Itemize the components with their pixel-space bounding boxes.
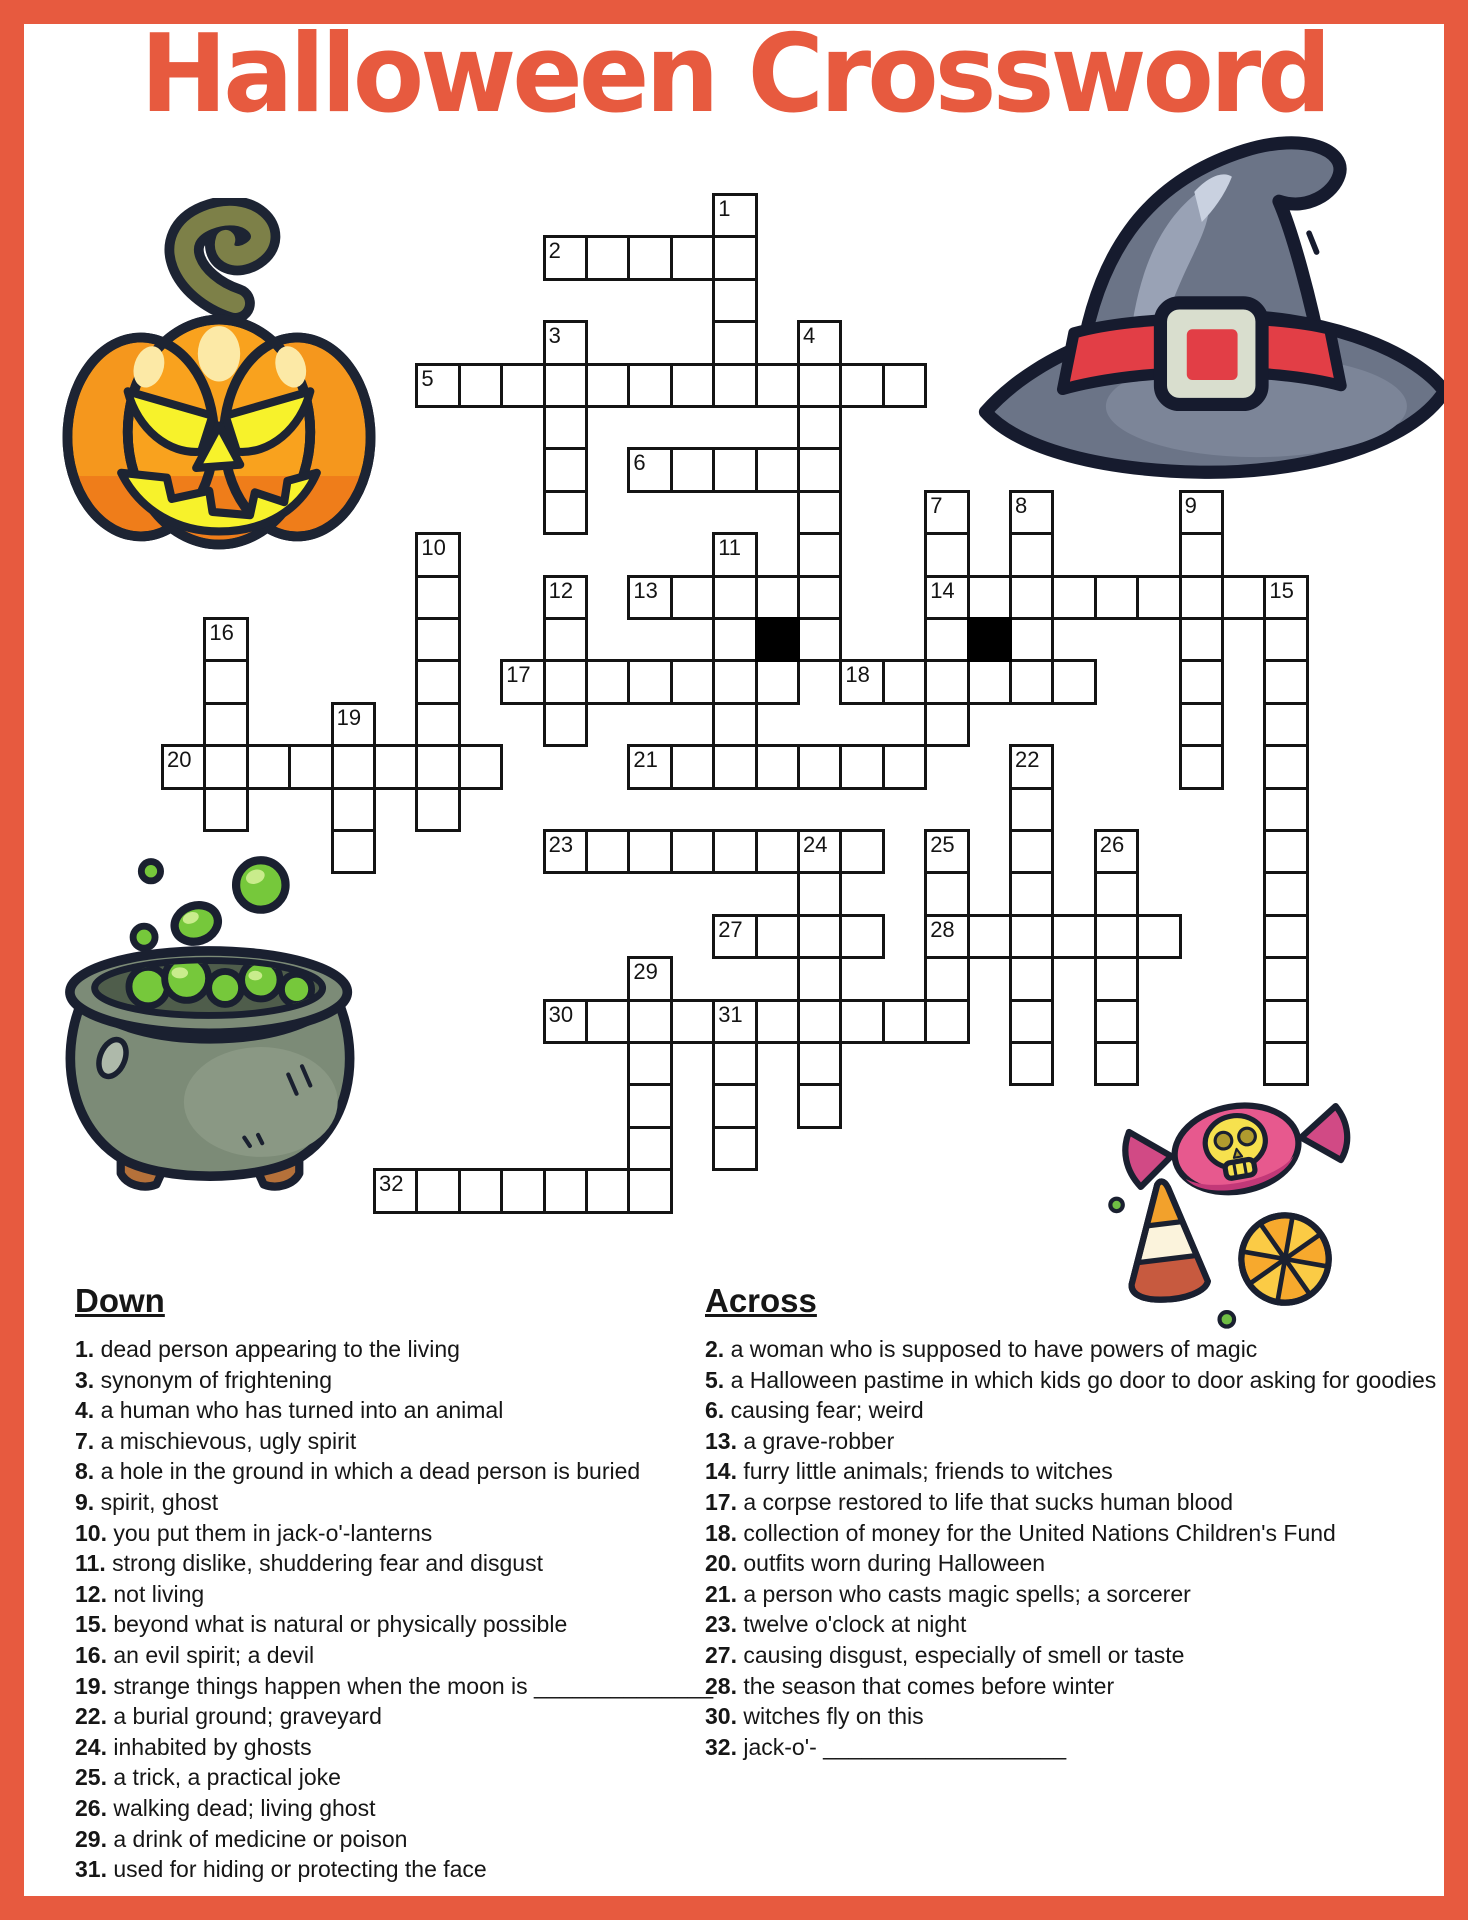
grid-cell[interactable]	[797, 532, 842, 577]
cell-number: 15	[1269, 577, 1294, 603]
cell-number: 18	[845, 662, 870, 688]
cell-number: 2	[548, 238, 561, 264]
clue-item: 29. a drink of medicine or poison	[75, 1825, 408, 1852]
clue-item: 17. a corpse restored to life that sucks human blood	[705, 1488, 1234, 1515]
clue-item: 22. a burial ground; graveyard	[75, 1703, 382, 1730]
grid-cell[interactable]	[458, 744, 503, 789]
grid-cell[interactable]	[797, 744, 842, 789]
grid-cell[interactable]	[882, 999, 927, 1044]
grid-cell[interactable]	[755, 659, 800, 704]
grid-cell[interactable]	[585, 999, 630, 1044]
grid-cell[interactable]	[543, 235, 588, 280]
clue-item: 12. not living	[75, 1580, 205, 1607]
clue-item: 32. jack-o'- ___________________	[705, 1733, 1067, 1760]
cell-number: 29	[633, 959, 658, 985]
grid-cell[interactable]	[712, 320, 757, 365]
grid-cell[interactable]	[712, 1083, 757, 1128]
grid-cell[interactable]	[924, 490, 969, 535]
grid-cell[interactable]	[1051, 659, 1096, 704]
grid-cell[interactable]	[543, 702, 588, 747]
grid-cell[interactable]	[882, 744, 927, 789]
grid-cell[interactable]	[543, 363, 588, 408]
grid-cell[interactable]	[203, 744, 248, 789]
grid-cell[interactable]	[1263, 914, 1308, 959]
clue-item: 23. twelve o'clock at night	[705, 1611, 967, 1638]
cell-number: 11	[718, 535, 742, 561]
cell-number: 13	[633, 577, 658, 603]
grid-cell[interactable]	[458, 1168, 503, 1213]
clue-item: 8. a hole in the ground in which a dead person is buried	[75, 1458, 641, 1485]
grid-cell[interactable]	[797, 490, 842, 535]
down-header: Down	[75, 1282, 165, 1319]
grid-cell[interactable]	[797, 447, 842, 492]
grid-cell[interactable]	[203, 787, 248, 832]
grid-cell[interactable]	[1263, 659, 1308, 704]
cell-number: 17	[506, 662, 531, 688]
grid-cell[interactable]	[627, 575, 672, 620]
clue-item: 11. strong dislike, shuddering fear and disgust	[75, 1550, 543, 1577]
cell-number: 6	[633, 450, 646, 476]
grid-cell[interactable]	[924, 617, 969, 662]
grid-cell[interactable]	[797, 617, 842, 662]
grid-cell[interactable]	[670, 744, 715, 789]
grid-cell[interactable]	[543, 999, 588, 1044]
grid-cell[interactable]	[627, 659, 672, 704]
grid-cell[interactable]	[670, 235, 715, 280]
grid-cell[interactable]	[1263, 956, 1308, 1001]
cell-number: 16	[209, 620, 234, 645]
grid-cell[interactable]	[1263, 999, 1308, 1044]
grid-cell[interactable]	[797, 405, 842, 450]
grid-cell[interactable]	[246, 744, 291, 789]
grid-cell[interactable]	[1179, 490, 1224, 535]
grid-cell[interactable]	[627, 1083, 672, 1128]
grid-cell[interactable]	[627, 1168, 672, 1213]
grid-cell[interactable]	[500, 659, 545, 704]
grid-cell[interactable]	[712, 447, 757, 492]
grid-cell[interactable]	[415, 532, 460, 577]
grid-cell[interactable]	[712, 1126, 757, 1171]
grid-cell[interactable]	[924, 999, 969, 1044]
grid-cell[interactable]	[839, 914, 884, 959]
grid-cell[interactable]	[1094, 999, 1139, 1044]
cell-number: 23	[548, 832, 574, 857]
grid-cell[interactable]	[331, 744, 376, 789]
clue-item: 28. the season that comes before winter	[705, 1672, 1115, 1699]
grid-cell[interactable]	[543, 617, 588, 662]
grid-cell[interactable]	[924, 575, 969, 620]
grid-cell[interactable]	[797, 999, 842, 1044]
grid-cell[interactable]	[839, 829, 884, 874]
grid-cell[interactable]	[712, 999, 757, 1044]
grid-cell[interactable]	[755, 999, 800, 1044]
clue-item: 16. an evil spirit; a devil	[75, 1641, 315, 1668]
grid-cell[interactable]	[712, 193, 757, 238]
grid-cell[interactable]	[1179, 702, 1224, 747]
cell-number: 21	[633, 747, 658, 773]
grid-cell[interactable]	[797, 363, 842, 408]
grid-cell[interactable]	[627, 1041, 672, 1086]
grid-cell[interactable]	[712, 744, 757, 789]
grid-cell[interactable]	[755, 575, 800, 620]
jack-o-lantern-icon	[56, 198, 382, 552]
grid-cell[interactable]	[1009, 490, 1054, 535]
black-cell	[755, 617, 800, 662]
down-clues	[75, 1282, 714, 1885]
grid-cell[interactable]	[967, 575, 1012, 620]
grid-cell[interactable]	[670, 829, 715, 874]
grid-cell[interactable]	[797, 320, 842, 365]
grid-cell[interactable]	[1009, 575, 1054, 620]
clue-item: 9. spirit, ghost	[75, 1488, 219, 1515]
cell-number: 25	[930, 832, 955, 857]
down-clues-list	[75, 1334, 714, 1885]
grid-cell[interactable]	[1009, 956, 1054, 1001]
grid-cell[interactable]	[161, 744, 206, 789]
grid-cell[interactable]	[882, 659, 927, 704]
grid-cell[interactable]	[627, 447, 672, 492]
grid-cell[interactable]	[1263, 617, 1308, 662]
cell-number: 31	[718, 1001, 743, 1027]
grid-cell[interactable]	[1009, 1041, 1054, 1086]
grid-cell[interactable]	[543, 829, 588, 874]
grid-cell[interactable]	[627, 363, 672, 408]
grid-cell[interactable]	[1009, 871, 1054, 916]
grid-cell[interactable]	[1009, 532, 1054, 577]
grid-cell[interactable]	[1179, 617, 1224, 662]
grid-cell[interactable]	[543, 320, 588, 365]
grid-cell[interactable]	[882, 363, 927, 408]
grid-cell[interactable]	[712, 617, 757, 662]
grid-cell[interactable]	[797, 1083, 842, 1128]
cell-number: 24	[803, 832, 828, 857]
clue-item: 4. a human who has turned into an animal	[75, 1397, 504, 1424]
clue-item: 30. witches fly on this	[705, 1703, 924, 1730]
grid-cell[interactable]	[1094, 871, 1139, 916]
grid-cell[interactable]	[585, 363, 630, 408]
grid-cell[interactable]	[712, 914, 757, 959]
grid-cell[interactable]	[627, 1126, 672, 1171]
grid-cell[interactable]	[415, 1168, 460, 1213]
grid-cell[interactable]	[712, 659, 757, 704]
grid-cell[interactable]	[1263, 829, 1308, 874]
grid-cell[interactable]	[924, 659, 969, 704]
clue-item: 10. you put them in jack-o'-lanterns	[75, 1519, 433, 1546]
grid-cell[interactable]	[797, 871, 842, 916]
cell-number: 3	[548, 323, 561, 349]
witch-hat-icon	[970, 126, 1460, 491]
grid-cell[interactable]	[1263, 871, 1308, 916]
grid-cell[interactable]	[627, 956, 672, 1001]
grid-cell[interactable]	[1263, 1041, 1308, 1086]
grid-cell[interactable]	[1263, 702, 1308, 747]
grid-cell[interactable]	[670, 447, 715, 492]
grid-cell[interactable]	[415, 744, 460, 789]
cell-number: 14	[930, 577, 955, 603]
grid-cell[interactable]	[924, 956, 969, 1001]
clue-item: 14. furry little animals; friends to witches	[705, 1458, 1113, 1485]
grid-cell[interactable]	[1009, 829, 1054, 874]
cell-number: 28	[930, 916, 955, 942]
grid-cell[interactable]	[203, 702, 248, 747]
grid-cell[interactable]	[627, 999, 672, 1044]
cell-number: 4	[803, 323, 816, 349]
grid-cell[interactable]	[543, 659, 588, 704]
grid-cell[interactable]	[1221, 575, 1266, 620]
grid-cell[interactable]	[1009, 744, 1054, 789]
grid-cell[interactable]	[712, 1041, 757, 1086]
clue-item: 24. inhabited by ghosts	[75, 1733, 312, 1760]
page-title: Halloween Crossword	[140, 10, 1328, 137]
grid-cell[interactable]	[712, 532, 757, 577]
grid-cell[interactable]	[627, 744, 672, 789]
clue-item: 26. walking dead; living ghost	[75, 1794, 376, 1821]
grid-cell[interactable]	[1094, 829, 1139, 874]
cell-number: 8	[1015, 492, 1028, 518]
grid-cell[interactable]	[1094, 575, 1139, 620]
clue-item: 13. a grave-robber	[705, 1427, 895, 1454]
cell-number: 12	[548, 577, 574, 603]
grid-cell[interactable]	[755, 447, 800, 492]
grid-cell[interactable]	[670, 575, 715, 620]
grid-cell[interactable]	[543, 490, 588, 535]
grid-cell[interactable]	[839, 659, 884, 704]
grid-cell[interactable]	[585, 235, 630, 280]
grid-cell[interactable]	[1263, 575, 1308, 620]
across-clues-list	[705, 1334, 1450, 1762]
grid-cell[interactable]	[712, 363, 757, 408]
clue-item: 15. beyond what is natural or physically possible	[75, 1611, 568, 1638]
clue-item: 25. a trick, a practical joke	[75, 1764, 341, 1791]
cell-number: 27	[718, 916, 743, 942]
grid-cell[interactable]	[1094, 1041, 1139, 1086]
clue-item: 20. outfits worn during Halloween	[705, 1550, 1046, 1577]
cell-number: 22	[1015, 747, 1040, 773]
clue-item: 3. synonym of frightening	[75, 1366, 332, 1393]
cell-number: 20	[167, 747, 192, 773]
cauldron-icon	[52, 852, 368, 1194]
cell-number: 10	[421, 535, 446, 561]
grid-cell[interactable]	[839, 744, 884, 789]
grid-cell[interactable]	[415, 787, 460, 832]
clue-item: 18. collection of money for the United Nations Children's Fund	[705, 1519, 1336, 1546]
grid-cell[interactable]	[373, 744, 418, 789]
grid-cell[interactable]	[1179, 659, 1224, 704]
clue-item: 7. a mischievous, ugly spirit	[75, 1427, 357, 1454]
grid-cell[interactable]	[1263, 787, 1308, 832]
grid-cell[interactable]	[712, 702, 757, 747]
grid-cell[interactable]	[331, 702, 376, 747]
grid-cell[interactable]	[755, 914, 800, 959]
across-header: Across	[705, 1282, 817, 1319]
grid-cell[interactable]	[1179, 532, 1224, 577]
cell-number: 9	[1184, 492, 1197, 518]
grid-cell[interactable]	[331, 787, 376, 832]
grid-cell[interactable]	[924, 532, 969, 577]
grid-cell[interactable]	[627, 235, 672, 280]
grid-cell[interactable]	[755, 744, 800, 789]
cell-number: 1	[718, 196, 731, 221]
grid-cell[interactable]	[1094, 956, 1139, 1001]
cell-number: 5	[421, 365, 434, 391]
grid-cell[interactable]	[712, 575, 757, 620]
clue-item: 1. dead person appearing to the living	[75, 1336, 460, 1362]
grid-cell[interactable]	[458, 363, 503, 408]
grid-cell[interactable]	[924, 702, 969, 747]
grid-cell[interactable]	[203, 659, 248, 704]
grid-cell[interactable]	[1051, 914, 1096, 959]
grid-cell[interactable]	[585, 1168, 630, 1213]
grid-cell[interactable]	[331, 829, 376, 874]
grid-cell[interactable]	[839, 363, 884, 408]
grid-cell[interactable]	[415, 659, 460, 704]
grid-cell[interactable]	[712, 278, 757, 323]
grid-cell[interactable]	[1051, 575, 1096, 620]
grid-cell[interactable]	[415, 702, 460, 747]
grid-cell[interactable]	[924, 871, 969, 916]
grid-cell[interactable]	[415, 617, 460, 662]
grid-cell[interactable]	[670, 363, 715, 408]
grid-cell[interactable]	[755, 363, 800, 408]
cell-number: 32	[379, 1171, 404, 1197]
cell-number: 7	[930, 492, 943, 518]
grid-cell[interactable]	[585, 829, 630, 874]
clue-item: 19. strange things happen when the moon is ______________	[75, 1672, 714, 1699]
grid-cell[interactable]	[797, 829, 842, 874]
grid-cell[interactable]	[1009, 659, 1054, 704]
grid-cell[interactable]	[924, 914, 969, 959]
clue-item: 6. causing fear; weird	[705, 1397, 924, 1424]
grid-cell[interactable]	[712, 829, 757, 874]
grid-cell[interactable]	[797, 1041, 842, 1086]
grid-cell[interactable]	[712, 235, 757, 280]
grid-cell[interactable]	[500, 363, 545, 408]
grid-cell[interactable]	[839, 999, 884, 1044]
black-cell	[967, 617, 1012, 662]
clue-item: 27. causing disgust, especially of smell or taste	[705, 1641, 1185, 1668]
cell-number: 30	[548, 1001, 574, 1027]
across-clues	[705, 1282, 1450, 1762]
grid-cell[interactable]	[288, 744, 333, 789]
grid-cell[interactable]	[755, 829, 800, 874]
grid-cell[interactable]	[203, 617, 248, 662]
clue-item: 21. a person who casts magic spells; a sorcerer	[705, 1580, 1191, 1607]
grid-cell[interactable]	[543, 1168, 588, 1213]
grid-cell[interactable]	[1009, 617, 1054, 662]
grid-cell[interactable]	[500, 1168, 545, 1213]
grid-cell[interactable]	[1009, 787, 1054, 832]
grid-cell[interactable]	[1136, 575, 1181, 620]
grid-cell[interactable]	[1136, 914, 1181, 959]
grid-cell[interactable]	[797, 575, 842, 620]
grid-cell[interactable]	[373, 1168, 418, 1213]
grid-cell[interactable]	[797, 914, 842, 959]
cell-number: 26	[1099, 832, 1125, 857]
grid-cell[interactable]	[415, 575, 460, 620]
grid-cell[interactable]	[1009, 914, 1054, 959]
grid-cell[interactable]	[627, 829, 672, 874]
grid-cell[interactable]	[670, 999, 715, 1044]
grid-cell[interactable]	[1009, 999, 1054, 1044]
grid-cell[interactable]	[543, 447, 588, 492]
grid-cell[interactable]	[1263, 744, 1308, 789]
grid-cell[interactable]	[543, 405, 588, 450]
grid-cell[interactable]	[1179, 744, 1224, 789]
clue-item: 5. a Halloween pastime in which kids go door to door asking for goodies	[705, 1366, 1437, 1393]
grid-cell[interactable]	[543, 575, 588, 620]
clue-item: 2. a woman who is supposed to have powers of magic	[705, 1336, 1258, 1362]
grid-cell[interactable]	[924, 829, 969, 874]
grid-cell[interactable]	[1094, 914, 1139, 959]
cell-number: 19	[336, 704, 362, 730]
grid-cell[interactable]	[670, 659, 715, 704]
grid-cell[interactable]	[1179, 575, 1224, 620]
grid-cell[interactable]	[797, 956, 842, 1001]
clue-item: 31. used for hiding or protecting the face	[75, 1856, 487, 1883]
grid-cell[interactable]	[415, 363, 460, 408]
grid-cell[interactable]	[585, 659, 630, 704]
grid-cell[interactable]	[967, 914, 1012, 959]
grid-cell[interactable]	[967, 659, 1012, 704]
